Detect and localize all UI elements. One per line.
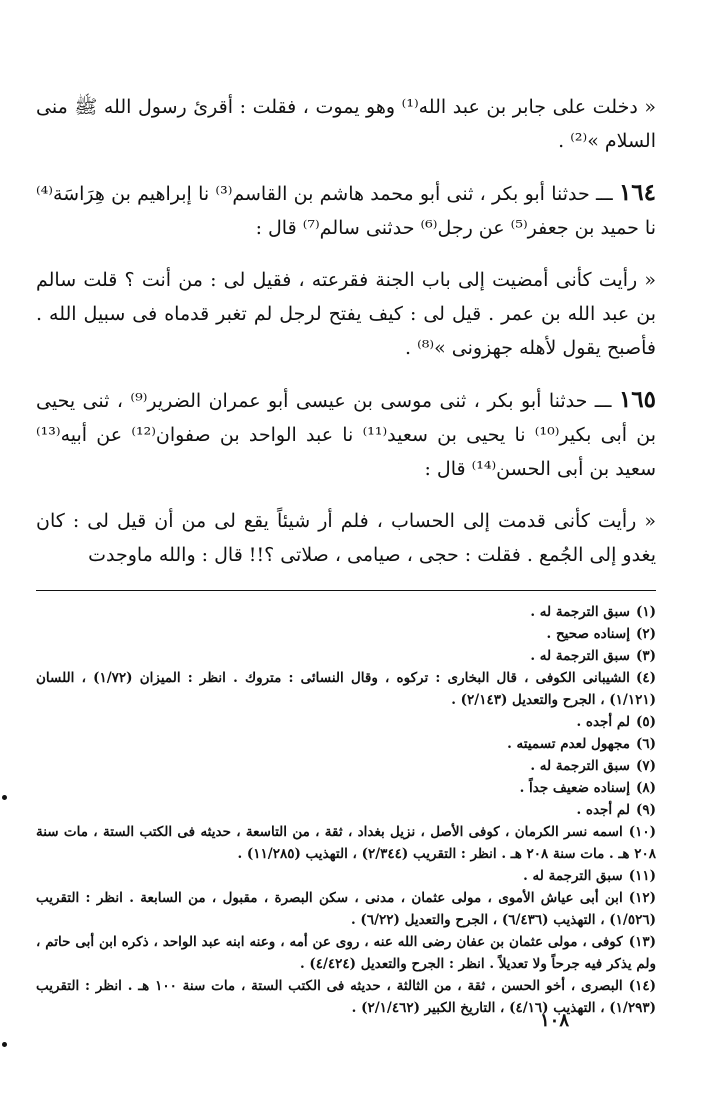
margin-mark (2, 795, 7, 800)
footnote-text: إسناده صحيح . (546, 626, 630, 642)
footnote-number: (١٣) (628, 934, 656, 950)
hadith-number: ١٦٤ (618, 179, 656, 206)
footnote-text: لم أجده . (576, 802, 630, 818)
footnote (36, 777, 656, 799)
paragraph-3 (36, 263, 656, 365)
footnote-number: (٩) (635, 802, 656, 818)
footnote-number: (٣) (635, 648, 656, 664)
footnote-number: (١٢) (628, 890, 656, 906)
footnote-number: (٧) (635, 758, 656, 774)
paragraph-1 (36, 90, 656, 158)
hadith-number: ١٦٥ (618, 386, 656, 413)
footnote-number: (٤) (635, 670, 656, 686)
footnote-text: الشيبانى الكوفى ، قال البخارى : تركوه ، وقال النسائى : متروك . انظر : الميزان (١/٧٢) ، اللسان (١/١٢١) ، الجرح والتعديل (٢/١٤٣) . (36, 670, 656, 708)
footnote-text: كوفى ، مولى عثمان بن عفان رضى الله عنه ، روى عن أمه ، وعنه ابنه عبد الواحد ، ذكره ابن أبى حاتم ، ولم يذكر فيه جرحاً ولا تعديلاً . انظر : الجرح والتعديل (٤/٤٢٤) . (36, 934, 656, 972)
footnote-number: (٦) (635, 736, 656, 752)
footnote-text: البصرى ، أخو الحسن ، ثقة ، من الثالثة ، حديثه فى الكتب الستة ، مات سنة ١٠٠ هـ . انظر : التقريب (١/٢٩٣) ، التهذيب (٤/١٦) ، التاريخ الكبير (٢/١/٤٦٢) . (36, 978, 656, 1016)
hadith-164 (36, 176, 656, 245)
footnote-text: اسمه نسر الكرمان ، كوفى الأصل ، نزيل بغداد ، ثقة ، من التاسعة ، حديثه فى الكتب الستة ، مات سنة ٢٠٨ هـ . مات سنة ٢٠٨ هـ . انظر : التقريب (٢/٣٤٤) ، التهذيب (١١/٢٨٥) . (36, 824, 656, 862)
footnote (36, 755, 656, 777)
footnote-number: (١٤) (628, 978, 656, 994)
footnote (36, 601, 656, 623)
paragraph-5 (36, 504, 656, 572)
footnote-text: إسناده ضعيف جداً . (519, 780, 630, 796)
footnote-number: (٢) (635, 626, 656, 642)
page-number: ١٠٨ (540, 1010, 570, 1031)
footnote (36, 887, 656, 931)
footnote (36, 865, 656, 887)
paragraph-text: « دخلت على جابر بن عبد الله⁽¹⁾ وهو يموت ، فقلت : أقرئ رسول الله ﷺ منى السلام »⁽²⁾ . (36, 96, 656, 152)
footnote-separator (36, 590, 656, 591)
paragraph-text: ـــ حدثنا أبو بكر ، ثنى موسى بن عيسى أبو عمران الضرير⁽⁹⁾ ، ثنى يحيى بن أبى بكير⁽¹⁰⁾ نا يحيى بن سعيد⁽¹¹⁾ نا عبد الواحد بن صفوان⁽¹²⁾ عن أبيه⁽¹³⁾ سعيد بن أبى الحسن⁽¹⁴⁾ قال : (36, 390, 656, 480)
footnote-number: (٥) (635, 714, 656, 730)
document-page (36, 90, 656, 1019)
paragraph-text: « رأيت كأنى أمضيت إلى باب الجنة فقرعته ، فقيل لى : من أنت ؟ قلت سالم بن عبد الله بن عمر . قيل لى : كيف يفتح لرجل لم تغبر قدماه فى سبيل الله . فأصبح يقول لأهله جهزونى »⁽⁸⁾ . (36, 269, 656, 359)
footnote-text: سبق الترجمة له . (523, 868, 623, 884)
paragraph-text: « رأيت كأنى قدمت إلى الحساب ، فلم أر شيئاً يقع لى من أن قيل لى : كان يغدو إلى الجُمع . فقلت : حجى ، صيامى ، صلاتى ؟!! قال : والله ماوجدت (36, 510, 656, 566)
footnote-text: سبق الترجمة له . (530, 648, 630, 664)
footnote (36, 799, 656, 821)
footnote-text: سبق الترجمة له . (530, 758, 630, 774)
footnote (36, 931, 656, 975)
footnote-number: (١١) (628, 868, 656, 884)
paragraph-text: ـــ حدثنا أبو بكر ، ثنى أبو محمد هاشم بن القاسم⁽³⁾ نا إبراهيم بن هِرَاسَة⁽⁴⁾ نا حميد بن جعفر⁽⁵⁾ عن رجل⁽⁶⁾ حدثنى سالم⁽⁷⁾ قال : (36, 183, 656, 239)
footnote (36, 733, 656, 755)
footnote-text: لم أجده . (576, 714, 630, 730)
footnote (36, 623, 656, 645)
footnote (36, 645, 656, 667)
footnote (36, 667, 656, 711)
hadith-165 (36, 383, 656, 486)
footnotes (36, 601, 656, 1019)
footnote-number: (٨) (635, 780, 656, 796)
margin-mark (2, 1042, 7, 1047)
footnote (36, 711, 656, 733)
footnote-number: (١) (635, 604, 656, 620)
footnote-text: مجهول لعدم تسميته . (507, 736, 630, 752)
footnote (36, 821, 656, 865)
footnote-text: سبق الترجمة له . (530, 604, 630, 620)
footnote-number: (١٠) (628, 824, 656, 840)
footnote-text: ابن أبى عياش الأموى ، مولى عثمان ، مدنى ، سكن البصرة ، مقبول ، من السابعة . انظر : التقريب (١/٥٢٦) ، التهذيب (٦/٤٣٦) ، الجرح والتعديل (٦/٢٢) . (36, 890, 656, 928)
